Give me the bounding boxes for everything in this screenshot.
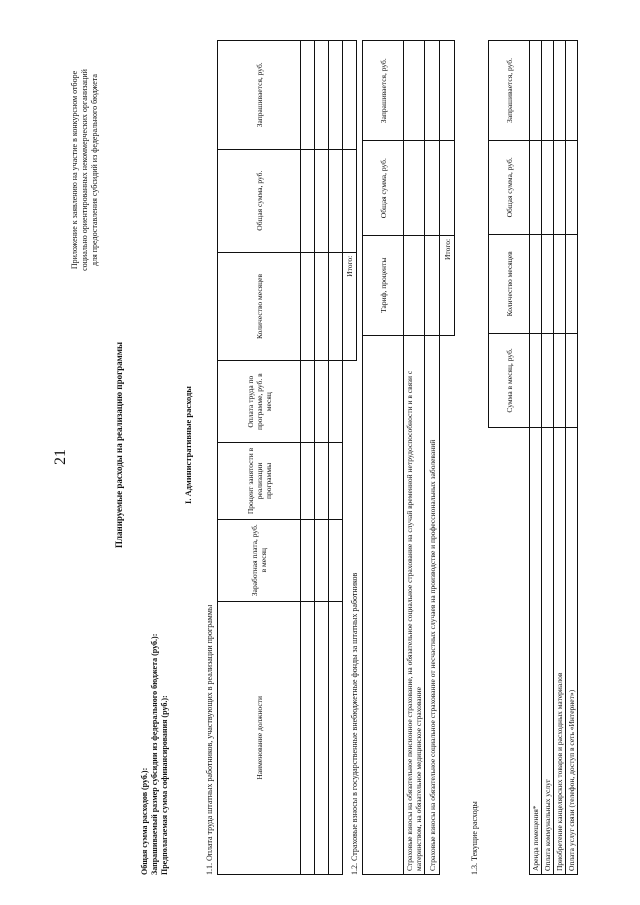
table-total-row xyxy=(440,41,455,875)
row-label: Страховые взносы на обязательное социальное страхование от несчастных случаев на производстве и профессиональных заболеваний xyxy=(425,335,440,874)
table-row xyxy=(315,41,329,875)
summary-subsidy: Запрашиваемый размер субсидии из федерального бюджета (руб.): xyxy=(150,633,159,875)
table-row xyxy=(566,41,578,875)
col-header: Оплата труда по программе, руб. в месяц xyxy=(218,361,301,443)
col-header: Запрашивается, руб. xyxy=(363,41,404,141)
table-header-row xyxy=(218,41,301,875)
row-label: Оплата услуг связи (телефон, доступ в сеть «Интернет») xyxy=(566,427,578,874)
col-header: Тариф, проценты xyxy=(363,235,404,335)
appendix-line: социально ориентированных некоммерческих организаций xyxy=(80,69,89,271)
table-insurance xyxy=(362,40,455,875)
table-salary xyxy=(217,40,357,875)
table-header-row xyxy=(363,41,404,875)
col-header: Запрашивается, руб. xyxy=(489,41,530,141)
col-header: Общая сумма, руб. xyxy=(218,149,301,252)
appendix-note xyxy=(70,10,100,330)
table-row xyxy=(425,41,440,875)
table-row xyxy=(542,41,554,875)
table-current-expenses xyxy=(488,40,578,875)
col-header: Запрашивается, руб. xyxy=(218,41,301,150)
col-header xyxy=(363,335,404,874)
row-label: Оплата коммунальных услуг xyxy=(542,427,554,874)
total-label: Итого: xyxy=(440,235,455,335)
table-row xyxy=(301,41,315,875)
col-header: Заработная плата, руб. в месяц xyxy=(218,519,301,601)
document-heading: Планируемые расходы на реализацию программы xyxy=(114,342,124,548)
col-header: Процент занятости в реализации программы xyxy=(218,443,301,520)
subsection-title-1-3: 1.3. Текущие расходы xyxy=(470,801,479,875)
table-header-row xyxy=(489,41,530,875)
col-header: Наименование должности xyxy=(218,601,301,874)
col-header: Количество месяцев xyxy=(489,234,530,333)
table-row xyxy=(329,41,343,875)
col-header xyxy=(489,427,530,874)
appendix-line: Приложение к заявлению на участие в конкурсном отборе xyxy=(70,70,79,270)
summary-block xyxy=(140,455,170,875)
summary-total: Общая сумма расходов (руб.): xyxy=(140,767,149,875)
subsection-title-1-1: 1.1. Оплата труда штатных работников, участвующих в реализации программы xyxy=(205,604,214,875)
total-label: Итого: xyxy=(343,252,357,361)
row-label: Приобретение канцелярских товаров и расходных материалов xyxy=(554,427,566,874)
table-row xyxy=(530,41,542,875)
appendix-line: для предоставления субсидий из федерального бюджета xyxy=(90,74,99,266)
col-header: Общая сумма, руб. xyxy=(489,140,530,234)
subsection-title-1-2: 1.2. Страховые взносы в государственные внебюджетные фонды за штатных работников xyxy=(350,572,359,875)
col-header: Общая сумма, руб. xyxy=(363,141,404,236)
col-header: Количество месяцев xyxy=(218,252,301,361)
table-row xyxy=(404,41,425,875)
summary-cofinancing: Предполагаемая сумма софинансирования (руб.): xyxy=(160,695,169,875)
page-number: 21 xyxy=(52,449,69,465)
section-title: I. Административные расходы xyxy=(183,386,193,504)
col-header: Сумма в месяц, руб. xyxy=(489,334,530,428)
row-label: Аренда помещения* xyxy=(530,427,542,874)
row-label: Страховые взносы на обязательное пенсионное страхование, на обязательное социальное страхование на случай временной нетрудоспособности и в связи с материнством, на обязательное медицинское страхование xyxy=(404,335,425,874)
table-row xyxy=(554,41,566,875)
